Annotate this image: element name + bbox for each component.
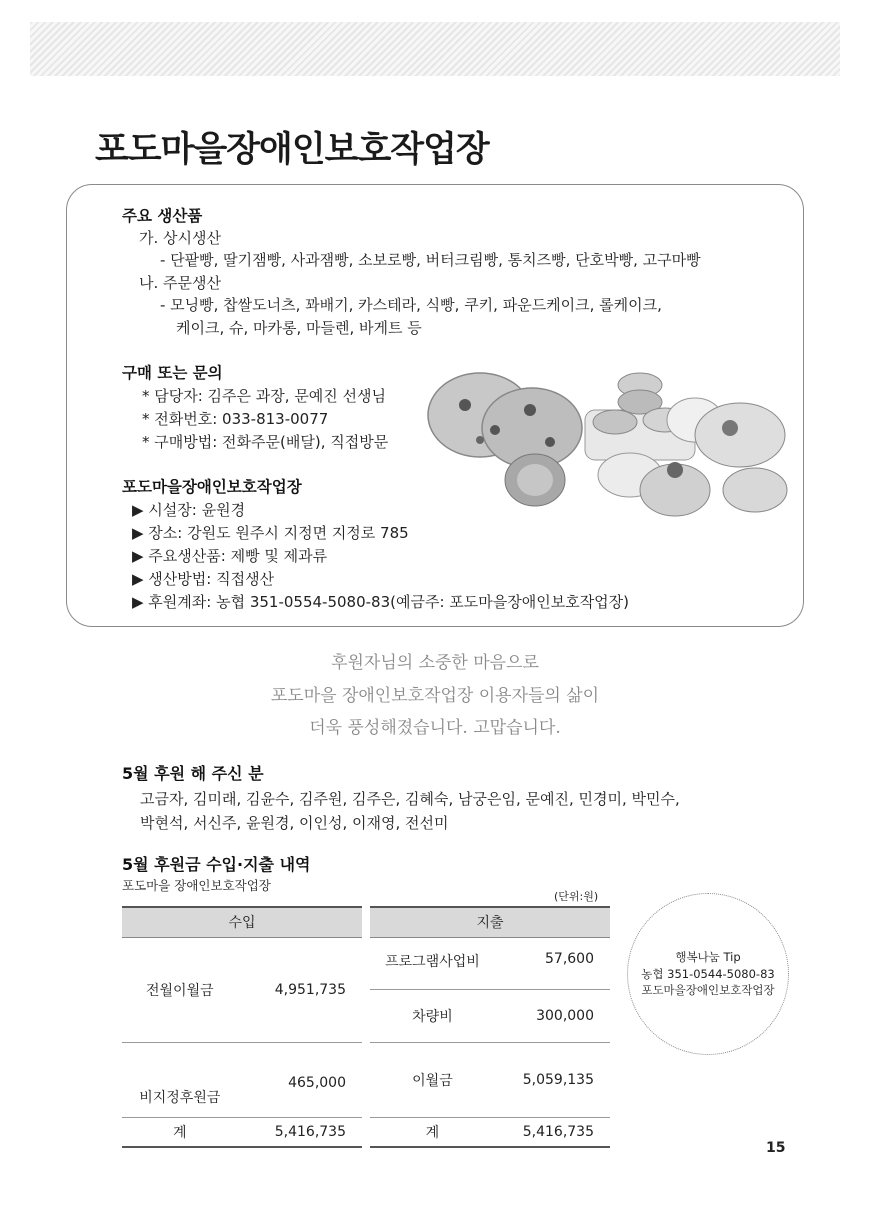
contact-method: * 구매방법: 전화주문(배달), 직접방문	[142, 433, 389, 451]
income-value: 4,951,735	[238, 937, 362, 1042]
tip-title: 행복나눔 Tip	[675, 949, 741, 964]
expense-label: 이월금	[370, 1042, 495, 1117]
donors-heading: 5월 후원 해 주신 분	[122, 764, 264, 783]
bakery-photo	[420, 350, 800, 565]
facility-item: ▶ 후원계좌: 농협 351-0554-5080-83(예금주: 포도마을장애인보호작업장)	[132, 593, 630, 611]
facility-item: ▶ 주요생산품: 제빵 및 제과류	[132, 547, 328, 565]
thanks-line-3: 더욱 풍성해졌습니다. 고맙습니다.	[309, 718, 561, 738]
order-items-2: 케이크, 슈, 마카롱, 마들렌, 바게트 등	[176, 319, 422, 337]
facility-item: ▶ 생산방법: 직접생산	[132, 570, 275, 588]
donors-line-1: 고금자, 김미래, 김윤수, 김주원, 김주은, 김혜숙, 남궁은임, 문예진, 민경미, 박민수,	[140, 790, 680, 808]
expense-header: 지출	[370, 907, 610, 937]
table-row	[122, 1042, 362, 1117]
expense-total-value: 5,416,735	[495, 1117, 610, 1147]
expense-value: 300,000	[495, 989, 610, 1042]
contact-manager: * 담당자: 김주은 과장, 문예진 선생님	[142, 387, 387, 405]
order-items-1: - 모닝빵, 찹쌀도너츠, 꽈배기, 카스테라, 식빵, 쿠키, 파운드케이크, 롤케이크,	[160, 296, 662, 314]
facility-heading: 포도마을장애인보호작업장	[122, 478, 302, 496]
expense-total-label: 계	[370, 1117, 495, 1147]
expense-label: 차량비	[370, 989, 495, 1042]
income-label: 전월이월금	[122, 937, 238, 1042]
contact-phone: * 전화번호: 033-813-0077	[142, 410, 329, 428]
products-heading: 주요 생산품	[122, 207, 203, 225]
income-table	[122, 906, 362, 1148]
expense-value: 57,600	[495, 937, 610, 989]
table-row	[122, 1117, 362, 1147]
page-number: 15	[766, 1140, 786, 1156]
thanks-line-2: 포도마을 장애인보호작업장 이용자들의 삶이	[270, 686, 600, 706]
page-title: 포도마을장애인보호작업장	[95, 130, 489, 170]
tip-holder: 포도마을장애인보호작업장	[641, 983, 775, 998]
facility-item: ▶ 시설장: 윤원경	[132, 501, 246, 519]
tip-account: 농협 351-0544-5080-83	[641, 966, 775, 981]
thanks-line-1: 후원자님의 소중한 마음으로	[331, 653, 539, 673]
income-label: 비지정후원금	[122, 1042, 238, 1117]
expense-table	[370, 906, 610, 1148]
header-hatch-band	[30, 22, 840, 76]
finance-heading: 5월 후원금 수입·지출 내역	[122, 855, 311, 874]
table-row	[370, 1117, 610, 1147]
table-row	[122, 937, 362, 1042]
regular-items: - 단팥빵, 딸기잼빵, 사과잼빵, 소보로빵, 버터크림빵, 통치즈빵, 단호박빵, 고구마빵	[160, 251, 701, 269]
income-value: 465,000	[238, 1042, 362, 1117]
table-row	[370, 937, 610, 989]
income-total-value: 5,416,735	[238, 1117, 362, 1147]
unit-label: (단위:원)	[554, 890, 599, 903]
regular-label: 가. 상시생산	[139, 229, 221, 247]
table-row	[370, 1042, 610, 1117]
facility-item: ▶ 장소: 강원도 원주시 지정면 지정로 785	[132, 524, 409, 542]
donation-tip-circle	[627, 893, 789, 1055]
order-label: 나. 주문생산	[139, 274, 221, 292]
contact-heading: 구매 또는 문의	[122, 364, 223, 382]
income-header: 수입	[122, 907, 362, 937]
finance-org: 포도마을 장애인보호작업장	[122, 878, 271, 893]
expense-label: 프로그램사업비	[370, 937, 495, 989]
table-row	[370, 989, 610, 1042]
expense-value: 5,059,135	[495, 1042, 610, 1117]
income-total-label: 계	[122, 1117, 238, 1147]
donors-line-2: 박현석, 서신주, 윤원경, 이인성, 이재영, 전선미	[140, 814, 449, 832]
